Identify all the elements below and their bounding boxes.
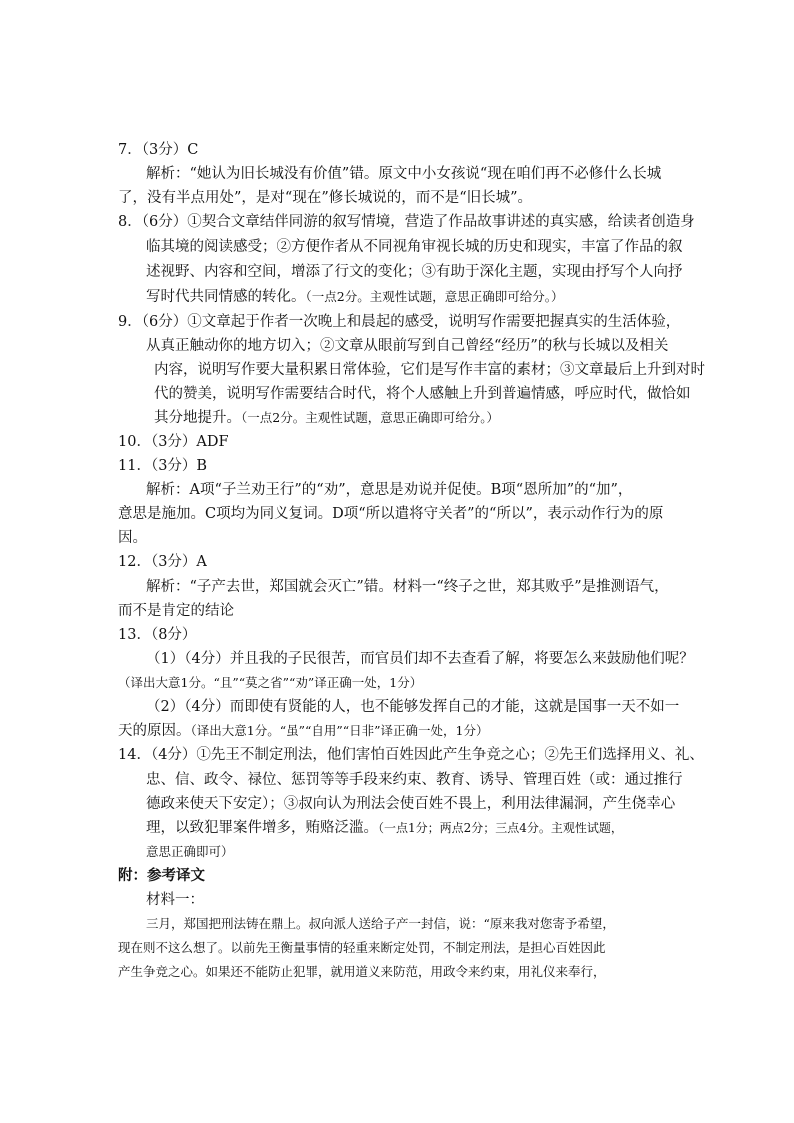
q11-line1: 解析：A项“子兰劝王行”的“劝”，意思是劝说并促使。B项“恩所加”的“加”， (146, 482, 633, 498)
q13-part1-note: （译出大意1分。“且”“莫之省”“劝”译正确一处，1分） (118, 675, 423, 690)
q9-line2: 从真正触动你的地方切入；②文章从眼前写到自己曾经“经历”的秋与长城以及相关 (146, 338, 669, 354)
q7-line1: 解析：“她认为旧长城没有价值”错。原文中小女孩说“现在咱们再不必修什么长城 (146, 166, 662, 182)
q13-head: 13．（8分） (118, 627, 197, 643)
q14-line2: 忠、信、政令、禄位、惩罚等等手段来约束、教育、诱导、管理百姓（或：通过推行 (146, 772, 683, 788)
q14-line1: 14．（4分）①先王不制定刑法，他们害怕百姓因此产生争竞之心；②先王们选择用义、礼、 (118, 747, 704, 763)
q13-part2-note: （译出大意1分。“虽”“自用”“日非”译正确一处，1分） (190, 723, 489, 738)
translation-line3: 产生争竞之心。如果还不能防止犯罪，就用道义来防范，用政令来约束，用礼仪来奉行， (118, 964, 606, 979)
q10-head: 10．（3分）ADF (118, 434, 229, 450)
q11-line3: 因。 (118, 530, 147, 546)
q11-line2: 意思是施加。C项均为同义复词。D项“所以遣将守关者”的“所以”，表示动作行为的原 (118, 506, 664, 522)
q12-head: 12．（3分）A (118, 554, 207, 570)
q8-line4: 写时代共同情感的转化。 (146, 289, 306, 305)
q13-part2-line2: 天的原因。 (118, 723, 191, 739)
q9-line5: 其分地提升。 (154, 410, 241, 426)
q9-line4: 代的赞美，说明写作需要结合时代，将个人感触上升到普遍情感，呼应时代，做恰如 (154, 386, 691, 402)
q8-scoring-note: （一点2分。主观性试题，意思正确即可给分。） (305, 289, 564, 304)
q11-head: 11．（3分）B (118, 458, 208, 474)
q14-line3: 德政来使天下安定）；③叔向认为刑法会使百姓不畏上，利用法律漏洞，产生侥幸心 (146, 796, 676, 812)
q14-line4: 理，以致犯罪案件增多，贿赂泛滥。 (146, 820, 378, 836)
q12-line1: 解析：“子产去世，郑国就会灭亡”错。材料一“终子之世，郑其败乎”是推测语气， (146, 579, 669, 595)
q9-line3: 内容，说明写作要大量积累日常体验，它们是写作丰富的素材；③文章最后上升到对时 (154, 362, 705, 378)
q12-line2: 而不是肯定的结论 (118, 603, 234, 619)
q9-scoring-note: （一点2分。主观性试题，意思正确即可给分。） (241, 410, 499, 425)
translation-line1: 三月，郑国把刑法铸在鼎上。叔向派人送给子产一封信，说：“原来我对您寄予希望， (146, 916, 615, 931)
q8-line3: 述视野、内容和空间，增添了行文的变化；③有助于深化主题，实现由抒写个人向抒 (146, 264, 683, 280)
translation-line2: 现在则不这么想了。以前先王衡量事情的轻重来断定处罚，不制定刑法，是担心百姓因此 (118, 940, 606, 955)
q13-part2-line1: （2）（4分）而即使有贤能的人，也不能够发挥自己的才能，这就是国事一天不如一 (146, 699, 680, 715)
q7-line2: 了，没有半点用处”，是对“现在”修长城说的，而不是“旧长城”。 (118, 190, 533, 206)
q8-line2: 临其境的阅读感受；②方便作者从不同视角审视长城的历史和现实，丰富了作品的叙 (146, 239, 683, 255)
q13-part1: （1）（4分）并且我的子民很苦，而官员们却不去查看了解，将要怎么来鼓励他们呢？ (146, 651, 694, 667)
appendix-title: 附：参考译文 (118, 867, 205, 884)
q9-line1: 9．（6分）①文章起于作者一次晚上和晨起的感受，说明写作需要把握真实的生活体验， (118, 314, 681, 330)
q14-line5: 意思正确即可） (146, 844, 234, 859)
q8-line1: 8．（6分）①契合文章结伴同游的叙写情境，营造了作品故事讲述的真实感，给读者创造身 (118, 214, 695, 230)
q7-head: 7．（3分）C (118, 142, 199, 158)
q14-scoring-note: （一点1分；两点2分；三点4分。主观性试题， (378, 821, 623, 835)
appendix-material-label: 材料一： (146, 892, 204, 908)
